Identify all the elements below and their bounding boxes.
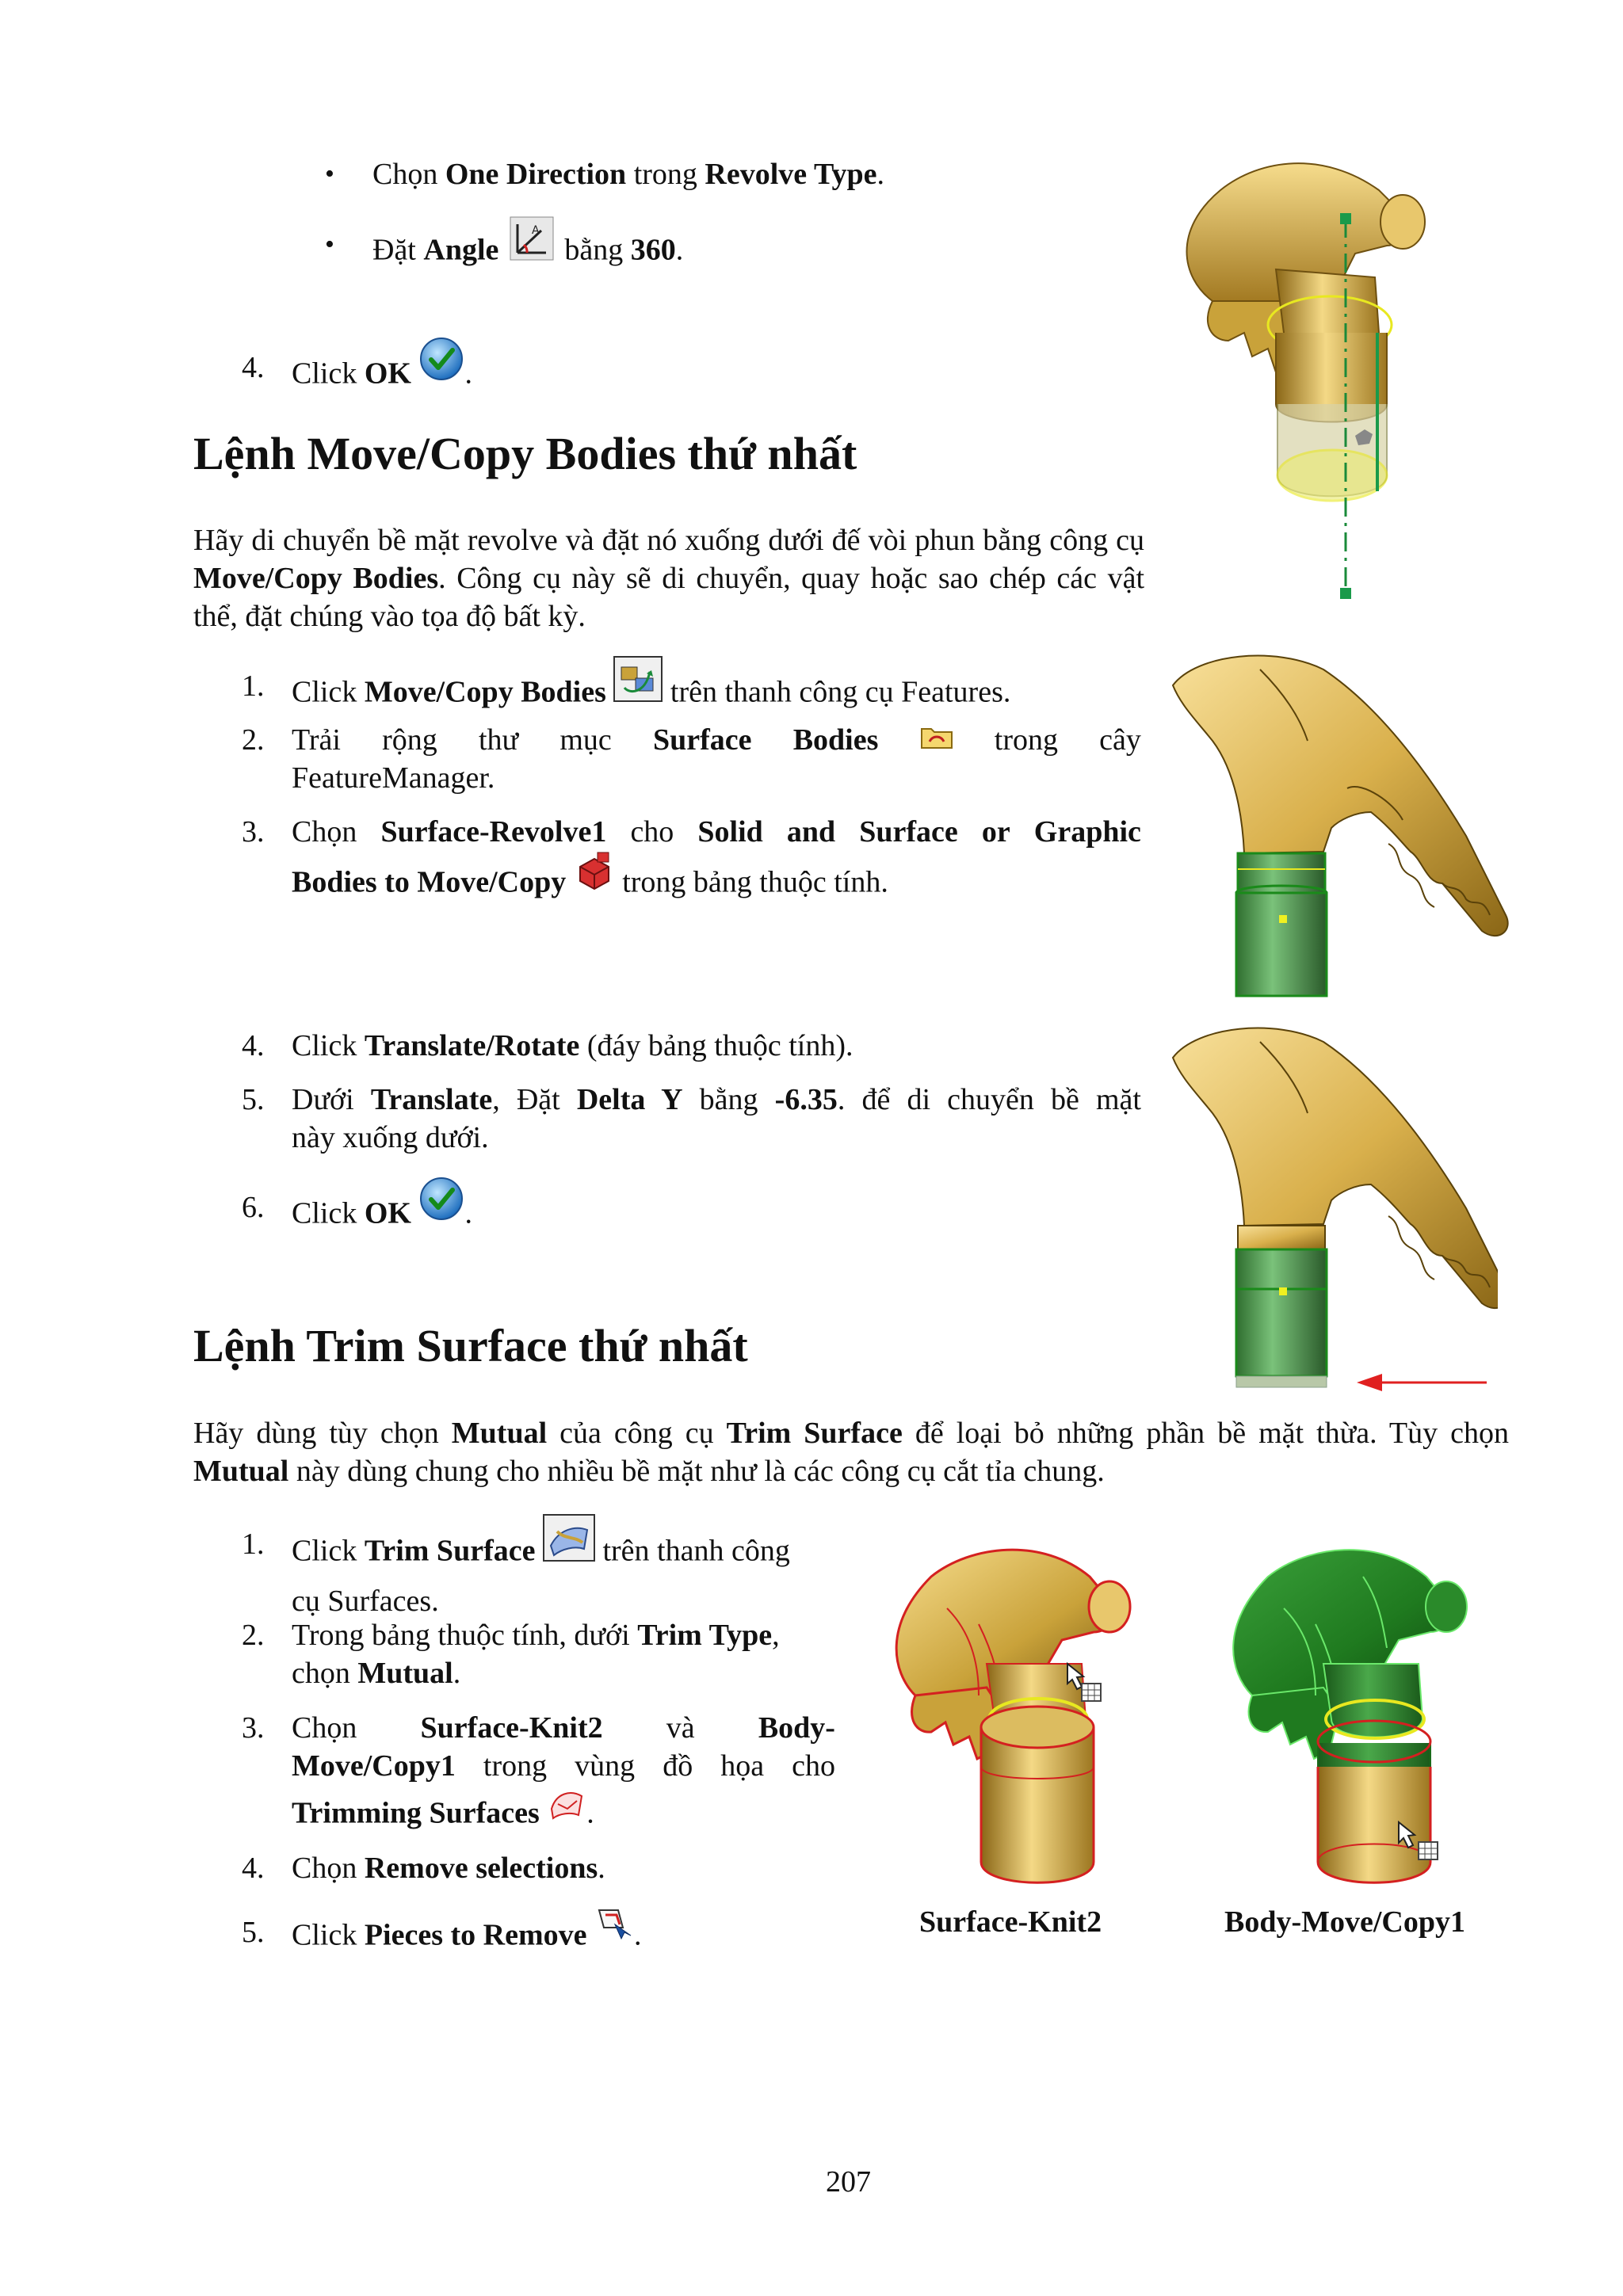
step-number: 5.	[242, 1083, 265, 1116]
trimming-surfaces-icon	[547, 1785, 586, 1831]
step-remove-selections: Chọn Remove selections.	[292, 1852, 605, 1885]
section-title-move-copy: Lệnh Move/Copy Bodies thứ nhất	[193, 428, 857, 479]
figure-body-move-copy1	[1220, 1529, 1490, 1909]
red-arrow-indicator	[1355, 1371, 1490, 1394]
step-number: 4.	[242, 1852, 265, 1885]
bodies-to-move-icon	[574, 851, 615, 900]
step-number: 5.	[242, 1916, 265, 1949]
step-line: FeatureManager.	[292, 761, 495, 795]
step-click-ok-2: Click OK .	[292, 1188, 472, 1244]
step-trim-type: Trong bảng thuộc tính, dưới Trim Type, chọn Mutual.	[292, 1619, 780, 1690]
ok-check-icon[interactable]	[418, 336, 464, 391]
step-number: 4.	[242, 1029, 265, 1062]
step-number: 2.	[242, 1619, 265, 1652]
step-line: cụ Surfaces.	[292, 1585, 439, 1618]
bullet-dot: •	[325, 159, 334, 189]
step-select-knit-body: Chọn Surface-Knit2 và Body- Move/Copy1 trong vùng đồ họa cho Trimming Surfaces .	[292, 1711, 835, 1830]
step-expand-surface-bodies: Trải rộng thư mục Surface Bodies trong cây FeatureManager.	[292, 721, 1141, 797]
figure-revolve-sketch	[1165, 143, 1482, 618]
step-number: 1.	[242, 1527, 265, 1561]
move-copy-bodies-icon[interactable]	[613, 656, 663, 711]
angle-icon	[510, 216, 554, 270]
section-title-trim-surface: Lệnh Trim Surface thứ nhất	[193, 1320, 748, 1371]
figure-move-after	[1165, 1018, 1498, 1398]
section1-intro: Hãy di chuyển bề mặt revolve và đặt nó xuống dưới đế vòi phun bằng công cụ Move/Copy Bodies. Công cụ này sẽ di chuyển, quay hoặc sao chép các vật thể, đặt chúng vào tọa độ bất kỳ.	[193, 524, 1145, 633]
figure-move-before	[1165, 646, 1514, 1010]
bullet-revolve-type: Chọn One Direction trong Revolve Type.	[372, 158, 884, 191]
caption-surface-knit2: Surface-Knit2	[919, 1905, 1102, 1939]
step-translate-rotate: Click Translate/Rotate (đáy bảng thuộc tính).	[292, 1029, 854, 1062]
trim-surface-icon[interactable]	[543, 1514, 595, 1571]
step-number: 4.	[242, 351, 265, 384]
step-move-copy-bodies: Click Move/Copy Bodies trên thanh công cụ Features.	[292, 667, 1155, 723]
step-number: 1.	[242, 669, 265, 703]
step-select-surface-revolve: Chọn Surface-Revolve1 cho Solid and Surface or Graphic Bodies to Move/Copy trong bảng thuộc tính.	[292, 815, 1141, 899]
svg-text:A: A	[531, 224, 540, 237]
step-number: 6.	[242, 1191, 265, 1224]
ok-check-icon[interactable]	[418, 1176, 464, 1231]
step-trim-surface: Click Trim Surface trên thanh công cụ Surfaces.	[292, 1525, 846, 1620]
step-number: 2.	[242, 723, 265, 757]
step-pieces-to-remove: Click Pieces to Remove .	[292, 1913, 846, 1962]
step-delta-y: Dưới Translate, Đặt Delta Y bằng -6.35. để di chuyển bề mặt này xuống dưới.	[292, 1081, 1141, 1157]
page-number: 207	[826, 2165, 871, 2199]
pieces-to-remove-icon[interactable]	[594, 1904, 634, 1953]
figure-surface-knit2	[884, 1529, 1153, 1909]
caption-body-move-copy1: Body-Move/Copy1	[1224, 1905, 1465, 1939]
step-number: 3.	[242, 1711, 265, 1745]
step-line: này xuống dưới.	[292, 1121, 489, 1154]
section2-intro: Hãy dùng tùy chọn Mutual của công cụ Trim Surface để loại bỏ những phần bề mặt thừa. Tùy chọn Mutual này dùng chung cho nhiều bề mặt như là các công cụ cắt tỉa chung.	[193, 1417, 1510, 1488]
bullet-angle: Đặt Angle A bằng 360.	[372, 226, 683, 280]
bullet-dot: •	[325, 230, 334, 259]
step-number: 3.	[242, 815, 265, 849]
step-click-ok: Click OK .	[292, 349, 472, 404]
surface-bodies-folder-icon	[920, 721, 953, 759]
